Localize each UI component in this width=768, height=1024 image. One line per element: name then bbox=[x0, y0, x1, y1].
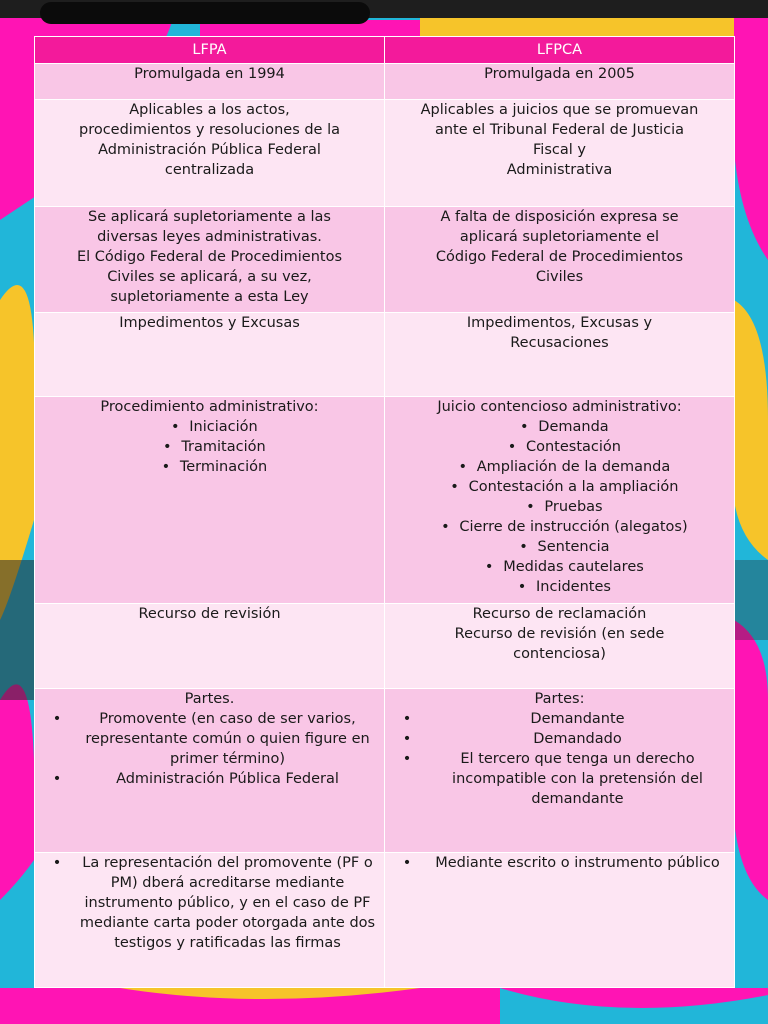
cell-text: Civiles se aplicará, a su vez, bbox=[107, 268, 312, 285]
table-row bbox=[35, 688, 735, 853]
bullet-list bbox=[41, 853, 378, 953]
list-item bbox=[41, 457, 378, 477]
bullet-icon: • bbox=[526, 499, 535, 516]
header-row bbox=[35, 37, 735, 64]
bullet-icon: • bbox=[507, 439, 517, 456]
cell-lfpa bbox=[35, 206, 385, 312]
table-row bbox=[35, 853, 735, 988]
cell-text: Impedimentos, Excusas y bbox=[466, 315, 653, 332]
redaction-blob bbox=[40, 2, 370, 24]
bullet-list bbox=[391, 709, 728, 809]
cell-text: Juicio contencioso administrativo: bbox=[437, 399, 682, 416]
cell-text: diversas leyes administrativas. bbox=[97, 228, 322, 245]
bullet-text: Administración Pública Federal bbox=[116, 770, 339, 787]
list-item bbox=[391, 497, 728, 517]
cell-lfpa bbox=[35, 313, 385, 397]
cell-lfpa bbox=[35, 397, 385, 604]
cell-text: Promulgada en 2005 bbox=[484, 66, 635, 82]
bullet-text: La representación del promovente (PF o PM) dberá acreditarse mediante instrumento público, y en el caso de PF mediante carta poder otorgada ante dos testigos y ratificadas las firmas bbox=[79, 855, 376, 952]
cell-text: ante el Tribunal Federal de Justicia bbox=[434, 122, 685, 139]
bullet-icon: • bbox=[441, 519, 450, 536]
header-lfpa: LFPA bbox=[35, 37, 385, 64]
cell-text: Código Federal de Procedimientos bbox=[435, 248, 684, 265]
list-item bbox=[391, 517, 728, 537]
bullet-icon: • bbox=[161, 459, 171, 476]
list-item bbox=[41, 769, 378, 789]
bullet-icon: • bbox=[402, 730, 412, 747]
bullet-text: Demandado bbox=[533, 730, 622, 747]
bullet-icon: • bbox=[402, 710, 412, 727]
cell-text: Aplicables a juicios que se promuevan bbox=[420, 102, 699, 119]
bullet-list bbox=[41, 417, 378, 477]
cell-text: Administrativa bbox=[506, 162, 613, 179]
cell-lfpca bbox=[385, 206, 735, 312]
bullet-icon: • bbox=[52, 770, 62, 787]
bullet-text: Tramitación bbox=[181, 439, 266, 456]
cell-text: aplicará supletoriamente el bbox=[459, 228, 660, 245]
bullet-icon: • bbox=[52, 855, 62, 872]
bullet-icon: • bbox=[52, 710, 62, 727]
list-item bbox=[41, 437, 378, 457]
list-item bbox=[391, 557, 728, 577]
cell-text: procedimientos y resoluciones de la bbox=[78, 122, 341, 139]
cell-text: Procedimiento administrativo: bbox=[100, 399, 319, 416]
cell-lfpa bbox=[35, 853, 385, 988]
cell-lfpa bbox=[35, 100, 385, 206]
list-item bbox=[391, 709, 728, 729]
bullet-text: Contestación bbox=[526, 439, 621, 456]
list-item bbox=[391, 477, 728, 497]
cell-lfpa bbox=[35, 688, 385, 853]
bullet-text: Medidas cautelares bbox=[503, 559, 644, 576]
bullet-icon: • bbox=[170, 419, 180, 436]
cell-text: A falta de disposición expresa se bbox=[440, 208, 679, 225]
bullet-icon: • bbox=[163, 439, 172, 456]
cell-text: Administración Pública Federal bbox=[98, 142, 321, 159]
comparison-table bbox=[34, 36, 735, 988]
bullet-icon: • bbox=[484, 559, 494, 576]
header-lfpca: LFPCA bbox=[385, 37, 735, 64]
bullet-text: Mediante escrito o instrumento público bbox=[435, 855, 720, 872]
list-item bbox=[41, 417, 378, 437]
cell-text: Partes: bbox=[534, 690, 585, 707]
table-body bbox=[35, 64, 735, 988]
list-item bbox=[391, 729, 728, 749]
bullet-text: El tercero que tenga un derecho incompatible con la pretensión del demandante bbox=[452, 750, 703, 807]
bullet-text: Incidentes bbox=[536, 579, 611, 596]
table-row bbox=[35, 397, 735, 604]
list-item bbox=[391, 537, 728, 557]
cell-text: Recurso de revisión bbox=[138, 606, 281, 623]
cell-lfpa bbox=[35, 604, 385, 688]
cell-lfpa bbox=[35, 64, 385, 100]
cell-lfpca bbox=[385, 313, 735, 397]
bullet-text: Demandante bbox=[530, 710, 625, 727]
cell-text: El Código Federal de Procedimientos bbox=[76, 248, 343, 265]
cell-text: Promulgada en 1994 bbox=[134, 66, 285, 82]
list-item bbox=[391, 853, 728, 873]
bullet-icon: • bbox=[520, 419, 529, 436]
bullet-icon: • bbox=[402, 750, 412, 767]
cell-lfpca bbox=[385, 688, 735, 853]
bullet-text: Pruebas bbox=[544, 499, 603, 516]
bullet-text: Terminación bbox=[179, 459, 268, 476]
bullet-list bbox=[41, 709, 378, 789]
bullet-text: Ampliación de la demanda bbox=[476, 459, 671, 476]
bullet-text: Cierre de instrucción (alegatos) bbox=[459, 519, 688, 536]
table-row bbox=[35, 313, 735, 397]
cell-lfpca bbox=[385, 397, 735, 604]
cell-lfpca bbox=[385, 64, 735, 100]
cell-text: Aplicables a los actos, bbox=[129, 102, 290, 119]
list-item bbox=[391, 417, 728, 437]
table-row bbox=[35, 64, 735, 100]
list-item bbox=[391, 457, 728, 477]
cell-text: centralizada bbox=[164, 162, 255, 179]
table-row bbox=[35, 206, 735, 312]
bullet-icon: • bbox=[450, 479, 459, 496]
cell-text: Recurso de revisión (en sede bbox=[454, 626, 665, 643]
bullet-text: Iniciación bbox=[189, 419, 258, 436]
cell-text: Recurso de reclamación bbox=[472, 606, 647, 623]
list-item bbox=[41, 853, 378, 953]
bullet-icon: • bbox=[519, 539, 528, 556]
cell-text: Recusaciones bbox=[510, 335, 609, 352]
bullet-icon: • bbox=[458, 459, 467, 476]
cell-lfpca bbox=[385, 100, 735, 206]
cell-text: contenciosa) bbox=[513, 646, 606, 663]
cell-lfpca bbox=[385, 853, 735, 988]
bullet-text: Contestación a la ampliación bbox=[468, 479, 679, 496]
bullet-icon: • bbox=[517, 579, 527, 596]
table-row bbox=[35, 604, 735, 688]
cell-text: Impedimentos y Excusas bbox=[119, 315, 300, 332]
bullet-list bbox=[391, 853, 728, 873]
cell-lfpca bbox=[385, 604, 735, 688]
bullet-text: Sentencia bbox=[537, 539, 610, 556]
bullet-text: Promovente (en caso de ser varios, representante común o quien figure en primer término) bbox=[85, 710, 370, 767]
list-item bbox=[41, 709, 378, 769]
cell-text: Partes. bbox=[184, 690, 235, 707]
cell-text: Se aplicará supletoriamente a las bbox=[88, 208, 331, 225]
list-item bbox=[391, 749, 728, 809]
table-row bbox=[35, 100, 735, 206]
bullet-text: Demanda bbox=[538, 419, 609, 436]
bullet-icon: • bbox=[402, 855, 412, 872]
cell-text: Fiscal y bbox=[533, 142, 586, 159]
list-item bbox=[391, 577, 728, 597]
cell-text: Civiles bbox=[535, 268, 584, 285]
list-item bbox=[391, 437, 728, 457]
bullet-list bbox=[391, 417, 728, 597]
cell-text: supletoriamente a esta Ley bbox=[110, 288, 309, 305]
